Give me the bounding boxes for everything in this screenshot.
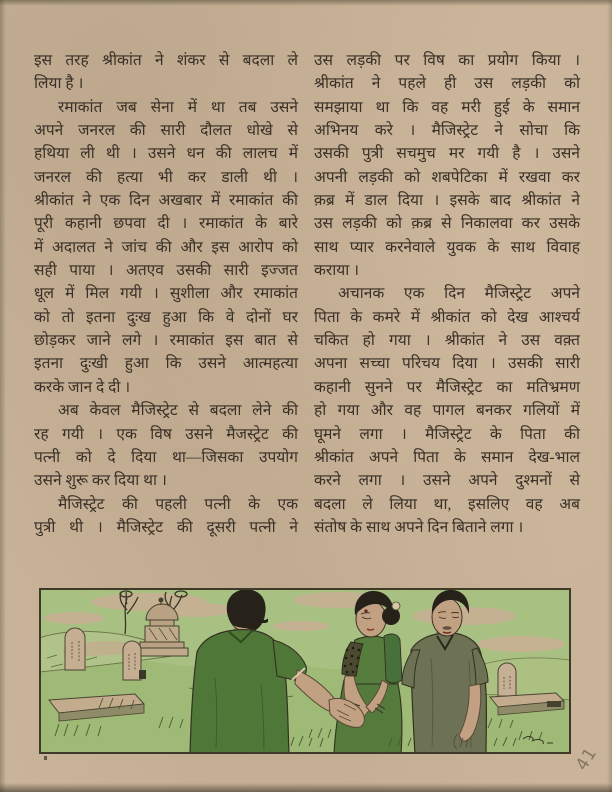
text-line: पत्नी को दे दिया था—जिसका उपयोग bbox=[34, 448, 298, 466]
text-line: धूल में मिल गयी । सुशीला और रमाकांत bbox=[34, 285, 298, 303]
text-line: छोड़कर जाने लगे । रमाकांत इस बात से bbox=[34, 332, 298, 350]
text-line: सही पाया । अतएव उसकी सारी इज्जत bbox=[34, 262, 298, 280]
text-line: अभिनय करे । मैजिस्ट्रेट ने सोचा कि bbox=[314, 122, 580, 140]
text-line: घूमने लगा । मैजिस्ट्रेट के पिता की bbox=[314, 425, 580, 443]
text-line: इतना दुःखी हुआ कि उसने आत्महत्या bbox=[34, 355, 298, 373]
text-line: श्रीकांत ने एक दिन अखबार में रमाकांत की bbox=[34, 192, 298, 210]
text-line: जनरल की हत्या भी कर डाली थी । bbox=[34, 168, 298, 186]
text-line: पूरी कहानी छपवा दी । रमाकांत के बारे bbox=[34, 215, 298, 233]
text-line: कराया । bbox=[314, 262, 360, 280]
text-line: अब केवल मैजिस्ट्रेट से बदला लेने की bbox=[58, 402, 298, 420]
text-line: उस लड़की पर विष का प्रयोग किया । bbox=[314, 52, 580, 69]
text-line: उसने शुरू कर दिया था । bbox=[34, 472, 167, 490]
text-line: करने लगा । उसने अपने दुश्मनों से bbox=[314, 472, 580, 490]
bindi bbox=[364, 609, 367, 612]
text-line: अपनी लड़की को शबपेटिका में रखवा कर bbox=[314, 168, 580, 186]
left-text-column bbox=[34, 49, 298, 539]
text-line: में अदालत ने जांच की और इस आरोप को bbox=[34, 238, 298, 256]
illustration-graveyard-handshake bbox=[39, 588, 571, 754]
text-line: पिता के कमरे में श्रीकांत को देख आश्चर्य bbox=[314, 308, 580, 326]
hair-flower bbox=[392, 602, 400, 610]
text-line: उस लड़की को क़ब्र से निकालवा कर उसके bbox=[314, 215, 580, 233]
text-line: इस तरह श्रीकांत ने शंकर से बदला ले bbox=[34, 52, 298, 69]
text-line: कहानी सुनने पर मैजिस्ट्रेट का मतिभ्रमण bbox=[314, 378, 580, 396]
text-line: रह गयी । एक विष उसने मैजस्ट्रेट की bbox=[34, 425, 298, 443]
text-line: लिया है । bbox=[34, 75, 84, 93]
text-line: उसकी पुत्री सचमुच मर गयी है । उसने bbox=[314, 145, 580, 163]
text-line: समझाया था कि वह मरी हुई के समान bbox=[314, 98, 580, 116]
ink-speck bbox=[44, 756, 47, 760]
text-line: करके जान दे दी । bbox=[34, 378, 131, 396]
text-line: अचानक एक दिन मैजिस्ट्रेट अपने bbox=[338, 285, 580, 303]
text-line: हथिया ली थी । उसने धन की लालच में bbox=[34, 145, 298, 163]
text-line: बदला ले लिया था, इसलिए वह अब bbox=[314, 495, 580, 513]
text-line: चकित हो गया । श्रीकांत ने उस वक़्त bbox=[314, 332, 580, 350]
text-line: पुत्री थी । मैजिस्ट्रेट की दूसरी पत्नी ने bbox=[34, 518, 298, 536]
text-line: श्रीकांत अपने पिता के समान देख-भाल bbox=[314, 448, 580, 466]
text-line: संतोष के साथ अपने दिन बिताने लगा । bbox=[314, 518, 524, 536]
handwritten-page-number: 41 bbox=[572, 743, 602, 775]
right-text-column bbox=[314, 49, 580, 539]
text-line: को तो इतना दुःख हुआ कि वे दोनों घर bbox=[34, 308, 298, 326]
text-line: अपना सच्चा परिचय दिया । उसकी सारी bbox=[314, 355, 580, 373]
text-line: अपने जनरल की सारी दौलत धोखे से bbox=[34, 122, 298, 140]
text-line: मैजिस्ट्रेट की पहली पत्नी के एक bbox=[58, 495, 298, 513]
text-line: साथ प्यार करनेवाले युवक के साथ विवाह bbox=[314, 238, 580, 256]
text-line: रमाकांत जब सेना में था तब उसने bbox=[58, 98, 298, 116]
text-line: क़ब्र में डाल दिया । इसके बाद श्रीकांत ने bbox=[314, 192, 580, 210]
text-line: हो गया और वह पागल बनकर गलियों में bbox=[314, 402, 580, 420]
text-line: श्रीकांत ने पहले ही उस लड़की को bbox=[314, 75, 580, 93]
